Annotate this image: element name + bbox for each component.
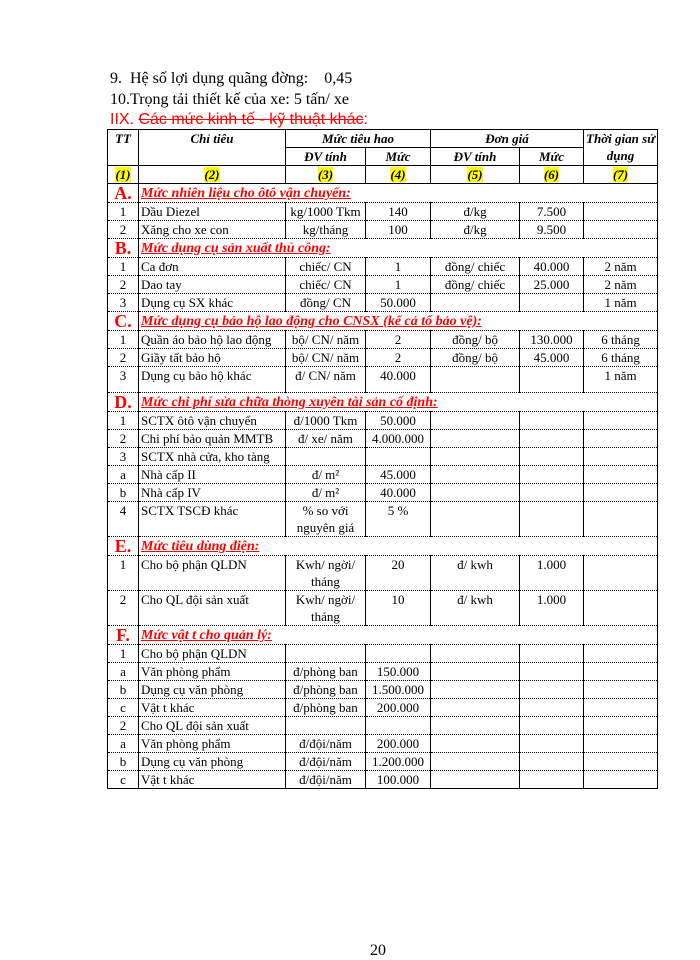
cell-dv-tinh: đ/ xe/ năm bbox=[286, 430, 366, 448]
table-row bbox=[108, 331, 658, 349]
cell-don-gia-dv-tinh bbox=[431, 699, 520, 717]
cell-don-gia: 40.000 bbox=[520, 258, 584, 276]
table-row bbox=[108, 556, 658, 591]
intro-line-9: 9. Hệ số lợi dụng quãng đờng: 0,45 bbox=[110, 70, 353, 87]
section-letter: C. bbox=[108, 312, 139, 331]
cell-dv-tinh: Kwh/ ngời/ tháng bbox=[286, 591, 366, 626]
table-row bbox=[108, 258, 658, 276]
cell-dv-tinh: đ/ m² bbox=[286, 484, 366, 502]
table-row bbox=[108, 412, 658, 430]
table-row bbox=[108, 203, 658, 221]
table-row bbox=[108, 430, 658, 448]
cell-dv-tinh: đ/đội/năm bbox=[286, 735, 366, 753]
cell-muc-tieu-hao: 50.000 bbox=[366, 412, 431, 430]
cell-don-gia bbox=[520, 681, 584, 699]
cell-chi-tieu: Văn phòng phẩm bbox=[139, 663, 286, 681]
table-row bbox=[108, 448, 658, 466]
cell-thoi-gian bbox=[584, 466, 658, 484]
cell-chi-tieu: Cho bộ phận QLDN bbox=[139, 556, 286, 591]
cell-tt: b bbox=[108, 681, 139, 699]
cell-chi-tieu: Cho QL đội sản xuất bbox=[139, 591, 286, 626]
cell-tt: 1 bbox=[108, 331, 139, 349]
cell-tt: 3 bbox=[108, 367, 139, 393]
column-number: (1) bbox=[115, 167, 131, 182]
cell-don-gia-dv-tinh: đồng/ bộ bbox=[431, 349, 520, 367]
column-number: (4) bbox=[390, 167, 406, 182]
table-row bbox=[108, 466, 658, 484]
section-letter: B. bbox=[108, 239, 139, 258]
cell-don-gia bbox=[520, 717, 584, 735]
cell-tt: a bbox=[108, 466, 139, 484]
table-row bbox=[108, 717, 658, 735]
cell-don-gia-dv-tinh bbox=[431, 502, 520, 537]
heading-number: IIX. bbox=[110, 111, 139, 128]
cell-dv-tinh: chiếc/ CN bbox=[286, 276, 366, 294]
cell-don-gia-dv-tinh bbox=[431, 430, 520, 448]
cell-muc-tieu-hao: 45.000 bbox=[366, 466, 431, 484]
section-row bbox=[108, 626, 658, 645]
cell-thoi-gian bbox=[584, 412, 658, 430]
cell-muc-tieu-hao: 50.000 bbox=[366, 294, 431, 312]
cell-don-gia-dv-tinh: đ/ kwh bbox=[431, 556, 520, 591]
cell-tt: 1 bbox=[108, 645, 139, 663]
cell-don-gia bbox=[520, 448, 584, 466]
cell-dv-tinh bbox=[286, 717, 366, 735]
cell-dv-tinh: bộ/ CN/ năm bbox=[286, 349, 366, 367]
cell-don-gia-dv-tinh bbox=[431, 367, 520, 393]
cell-thoi-gian bbox=[584, 556, 658, 591]
column-number: (7) bbox=[612, 167, 629, 182]
cell-chi-tieu: Văn phòng phẩm bbox=[139, 735, 286, 753]
cell-muc-tieu-hao: 1.500.000 bbox=[366, 681, 431, 699]
cell-muc-tieu-hao: 140 bbox=[366, 203, 431, 221]
section-title: Mức nhiên liệu cho ôtô vận chuyển: bbox=[139, 184, 658, 203]
cell-chi-tieu: SCTX TSCĐ khác bbox=[139, 502, 286, 537]
cell-don-gia-dv-tinh: đồng/ chiếc bbox=[431, 276, 520, 294]
cell-muc-tieu-hao: 40.000 bbox=[366, 484, 431, 502]
column-number-cell bbox=[584, 166, 658, 184]
header-don-gia: Đơn giá bbox=[431, 130, 584, 148]
cell-dv-tinh: kg/1000 Tkm bbox=[286, 203, 366, 221]
cell-tt: 3 bbox=[108, 448, 139, 466]
table-row bbox=[108, 663, 658, 681]
header-tt: TT bbox=[108, 130, 139, 166]
column-number: (3) bbox=[317, 167, 334, 182]
cell-thoi-gian bbox=[584, 753, 658, 771]
cell-don-gia-dv-tinh bbox=[431, 771, 520, 789]
cell-tt: c bbox=[108, 699, 139, 717]
section-letter: A. bbox=[108, 184, 139, 203]
cell-muc-tieu-hao: 1 bbox=[366, 276, 431, 294]
cell-don-gia-dv-tinh bbox=[431, 717, 520, 735]
column-number: (6) bbox=[543, 167, 560, 182]
cell-tt: 4 bbox=[108, 502, 139, 537]
table-row bbox=[108, 294, 658, 312]
table-row bbox=[108, 735, 658, 753]
column-number-cell bbox=[108, 166, 139, 184]
column-number-cell bbox=[520, 166, 584, 184]
header-chi-tieu: Chỉ tiêu bbox=[139, 130, 286, 166]
cell-don-gia bbox=[520, 430, 584, 448]
cell-muc-tieu-hao: 200.000 bbox=[366, 699, 431, 717]
column-number-row bbox=[108, 166, 658, 184]
cell-don-gia bbox=[520, 753, 584, 771]
cell-don-gia: 1.000 bbox=[520, 591, 584, 626]
cell-chi-tieu: Xăng cho xe con bbox=[139, 221, 286, 239]
cell-chi-tieu: SCTX ôtô vận chuyển bbox=[139, 412, 286, 430]
cell-don-gia-dv-tinh bbox=[431, 753, 520, 771]
table-row bbox=[108, 645, 658, 663]
table-row bbox=[108, 591, 658, 626]
cell-don-gia bbox=[520, 466, 584, 484]
cell-chi-tieu: SCTX nhà cửa, kho tàng bbox=[139, 448, 286, 466]
header-dv-tinh-1: ĐV tính bbox=[286, 148, 366, 166]
header-muc-tieu-hao: Mức tiêu hao bbox=[286, 130, 431, 148]
cell-muc-tieu-hao: 100 bbox=[366, 221, 431, 239]
cell-thoi-gian: 6 tháng bbox=[584, 331, 658, 349]
cell-don-gia: 7.500 bbox=[520, 203, 584, 221]
cell-chi-tieu: Cho bộ phận QLDN bbox=[139, 645, 286, 663]
cell-dv-tinh: đ/phòng ban bbox=[286, 663, 366, 681]
cell-dv-tinh: đ/đội/năm bbox=[286, 771, 366, 789]
cell-thoi-gian bbox=[584, 717, 658, 735]
cell-thoi-gian bbox=[584, 203, 658, 221]
cell-chi-tieu: Dụng cụ SX khác bbox=[139, 294, 286, 312]
cell-chi-tieu: Ca đơn bbox=[139, 258, 286, 276]
cell-tt: 2 bbox=[108, 221, 139, 239]
section-title: Mức chi phí sửa chữa thòng xuyên tài sản cố định: bbox=[139, 393, 658, 412]
cell-tt: 1 bbox=[108, 556, 139, 591]
cell-muc-tieu-hao: 150.000 bbox=[366, 663, 431, 681]
cell-muc-tieu-hao bbox=[366, 717, 431, 735]
cell-don-gia bbox=[520, 484, 584, 502]
cell-thoi-gian bbox=[584, 645, 658, 663]
cell-muc-tieu-hao: 5 % bbox=[366, 502, 431, 537]
cell-muc-tieu-hao: 1.200.000 bbox=[366, 753, 431, 771]
cell-chi-tieu: Nhà cấp II bbox=[139, 466, 286, 484]
cell-thoi-gian bbox=[584, 484, 658, 502]
header-muc-1: Mức bbox=[366, 148, 431, 166]
cell-chi-tieu: Quần áo bảo hộ lao động bbox=[139, 331, 286, 349]
section-title: Mức vật t cho quản lý: bbox=[139, 626, 658, 645]
section-row bbox=[108, 537, 658, 556]
cell-don-gia-dv-tinh bbox=[431, 484, 520, 502]
cell-don-gia-dv-tinh: đ/kg bbox=[431, 221, 520, 239]
cell-don-gia-dv-tinh bbox=[431, 412, 520, 430]
column-number-cell bbox=[366, 166, 431, 184]
cell-chi-tieu: Vật t khác bbox=[139, 771, 286, 789]
cell-don-gia-dv-tinh: đ/ kwh bbox=[431, 591, 520, 626]
table-row bbox=[108, 753, 658, 771]
cell-don-gia-dv-tinh bbox=[431, 448, 520, 466]
cell-don-gia bbox=[520, 735, 584, 753]
cell-don-gia-dv-tinh bbox=[431, 663, 520, 681]
cell-don-gia-dv-tinh: đ/kg bbox=[431, 203, 520, 221]
column-number-cell bbox=[286, 166, 366, 184]
cell-dv-tinh: đ/phòng ban bbox=[286, 699, 366, 717]
cell-thoi-gian: 6 tháng bbox=[584, 349, 658, 367]
cell-don-gia bbox=[520, 412, 584, 430]
table-row bbox=[108, 221, 658, 239]
column-number: (5) bbox=[467, 167, 483, 182]
cell-don-gia: 25.000 bbox=[520, 276, 584, 294]
cell-thoi-gian bbox=[584, 699, 658, 717]
cell-thoi-gian bbox=[584, 430, 658, 448]
cell-don-gia-dv-tinh: đồng/ bộ bbox=[431, 331, 520, 349]
cell-don-gia bbox=[520, 663, 584, 681]
cell-thoi-gian bbox=[584, 591, 658, 626]
cell-chi-tieu: Dụng cụ văn phòng bbox=[139, 753, 286, 771]
header-thoi-gian: Thời gian sử dụng bbox=[584, 130, 658, 166]
cell-tt: 2 bbox=[108, 591, 139, 626]
section-row bbox=[108, 312, 658, 331]
cell-muc-tieu-hao: 10 bbox=[366, 591, 431, 626]
column-number-cell bbox=[139, 166, 286, 184]
cell-thoi-gian bbox=[584, 735, 658, 753]
cell-thoi-gian bbox=[584, 221, 658, 239]
cell-chi-tieu: Cho QL đội sản xuất bbox=[139, 717, 286, 735]
heading-colon: : bbox=[363, 111, 368, 128]
cell-chi-tieu: Vật t khác bbox=[139, 699, 286, 717]
table-row bbox=[108, 349, 658, 367]
cell-tt: b bbox=[108, 484, 139, 502]
cell-thoi-gian: 2 năm bbox=[584, 258, 658, 276]
cell-chi-tieu: Chi phí bảo quản MMTB bbox=[139, 430, 286, 448]
cell-don-gia bbox=[520, 367, 584, 393]
cell-tt: 2 bbox=[108, 430, 139, 448]
intro-line-10: 10.Trọng tải thiết kế của xe: 5 tấn/ xe bbox=[110, 91, 349, 108]
table-row bbox=[108, 502, 658, 537]
section-heading bbox=[110, 111, 368, 129]
cell-dv-tinh bbox=[286, 448, 366, 466]
cell-dv-tinh: đ/đội/năm bbox=[286, 753, 366, 771]
cell-thoi-gian bbox=[584, 771, 658, 789]
cell-tt: 2 bbox=[108, 276, 139, 294]
cell-chi-tieu: Giầy tất bảo hộ bbox=[139, 349, 286, 367]
cell-don-gia-dv-tinh bbox=[431, 645, 520, 663]
header-dv-tinh-2: ĐV tính bbox=[431, 148, 520, 166]
cell-dv-tinh: chiếc/ CN bbox=[286, 258, 366, 276]
heading-text: Các mức kinh tế - kỹ thuật khác bbox=[138, 111, 364, 128]
cell-thoi-gian bbox=[584, 663, 658, 681]
cell-thoi-gian bbox=[584, 448, 658, 466]
cell-dv-tinh: đồng/ CN bbox=[286, 294, 366, 312]
header-row-1 bbox=[108, 130, 658, 148]
cell-tt: a bbox=[108, 735, 139, 753]
cell-tt: a bbox=[108, 663, 139, 681]
section-title: Mức tiêu dùng điện: bbox=[139, 537, 658, 556]
cell-thoi-gian bbox=[584, 681, 658, 699]
cell-don-gia-dv-tinh bbox=[431, 294, 520, 312]
cell-dv-tinh: bộ/ CN/ năm bbox=[286, 331, 366, 349]
cell-muc-tieu-hao: 20 bbox=[366, 556, 431, 591]
cell-muc-tieu-hao: 1 bbox=[366, 258, 431, 276]
cell-don-gia bbox=[520, 771, 584, 789]
cell-dv-tinh: đ/ CN/ năm bbox=[286, 367, 366, 393]
cell-muc-tieu-hao: 100.000 bbox=[366, 771, 431, 789]
cell-thoi-gian: 2 năm bbox=[584, 276, 658, 294]
table-row bbox=[108, 367, 658, 393]
page-number: 20 bbox=[370, 942, 386, 959]
cell-muc-tieu-hao bbox=[366, 448, 431, 466]
cell-tt: 3 bbox=[108, 294, 139, 312]
cell-don-gia-dv-tinh bbox=[431, 735, 520, 753]
cell-don-gia bbox=[520, 699, 584, 717]
cell-don-gia bbox=[520, 502, 584, 537]
cell-tt: 2 bbox=[108, 349, 139, 367]
cell-chi-tieu: Dao tay bbox=[139, 276, 286, 294]
cell-don-gia-dv-tinh bbox=[431, 681, 520, 699]
table-row bbox=[108, 276, 658, 294]
cell-tt: c bbox=[108, 771, 139, 789]
section-row bbox=[108, 393, 658, 412]
cell-don-gia bbox=[520, 294, 584, 312]
cell-dv-tinh: đ/phòng ban bbox=[286, 681, 366, 699]
section-letter: E. bbox=[108, 537, 139, 556]
cell-dv-tinh: % so với nguyên giá bbox=[286, 502, 366, 537]
section-row bbox=[108, 184, 658, 203]
cell-dv-tinh: đ/ m² bbox=[286, 466, 366, 484]
cell-chi-tieu: Nhà cấp IV bbox=[139, 484, 286, 502]
table-row bbox=[108, 699, 658, 717]
cell-thoi-gian: 1 năm bbox=[584, 294, 658, 312]
section-letter: F. bbox=[108, 626, 139, 645]
table-row bbox=[108, 484, 658, 502]
cell-muc-tieu-hao bbox=[366, 645, 431, 663]
cell-dv-tinh: Kwh/ ngời/ tháng bbox=[286, 556, 366, 591]
cell-chi-tieu: Dầu Diezel bbox=[139, 203, 286, 221]
cell-chi-tieu: Dụng cụ bảo hộ khác bbox=[139, 367, 286, 393]
cell-don-gia: 130.000 bbox=[520, 331, 584, 349]
cell-don-gia bbox=[520, 645, 584, 663]
cell-tt: b bbox=[108, 753, 139, 771]
cell-don-gia-dv-tinh: đồng/ chiếc bbox=[431, 258, 520, 276]
cell-don-gia-dv-tinh bbox=[431, 466, 520, 484]
cell-don-gia: 1.000 bbox=[520, 556, 584, 591]
cell-tt: 1 bbox=[108, 203, 139, 221]
section-row bbox=[108, 239, 658, 258]
cell-muc-tieu-hao: 2 bbox=[366, 331, 431, 349]
cell-dv-tinh: đ/1000 Tkm bbox=[286, 412, 366, 430]
cell-muc-tieu-hao: 4.000.000 bbox=[366, 430, 431, 448]
cell-muc-tieu-hao: 2 bbox=[366, 349, 431, 367]
column-number: (2) bbox=[204, 167, 220, 182]
cell-dv-tinh bbox=[286, 645, 366, 663]
cell-dv-tinh: kg/tháng bbox=[286, 221, 366, 239]
column-number-cell bbox=[431, 166, 520, 184]
table-row bbox=[108, 681, 658, 699]
header-muc-2: Mức bbox=[520, 148, 584, 166]
section-title: Mức dụng cụ bảo hộ lao động cho CNSX (kể cả tổ bảo vệ): bbox=[139, 312, 658, 331]
cell-muc-tieu-hao: 40.000 bbox=[366, 367, 431, 393]
table-row bbox=[108, 771, 658, 789]
cell-don-gia: 9.500 bbox=[520, 221, 584, 239]
section-title: Mức dụng cụ sản xuất thủ công: bbox=[139, 239, 658, 258]
cell-don-gia: 45.000 bbox=[520, 349, 584, 367]
cell-tt: 2 bbox=[108, 717, 139, 735]
cell-thoi-gian: 1 năm bbox=[584, 367, 658, 393]
section-letter: D. bbox=[108, 393, 139, 412]
cell-tt: 1 bbox=[108, 412, 139, 430]
norms-table bbox=[107, 129, 658, 789]
cell-thoi-gian bbox=[584, 502, 658, 537]
cell-tt: 1 bbox=[108, 258, 139, 276]
cell-chi-tieu: Dụng cụ văn phòng bbox=[139, 681, 286, 699]
cell-muc-tieu-hao: 200.000 bbox=[366, 735, 431, 753]
